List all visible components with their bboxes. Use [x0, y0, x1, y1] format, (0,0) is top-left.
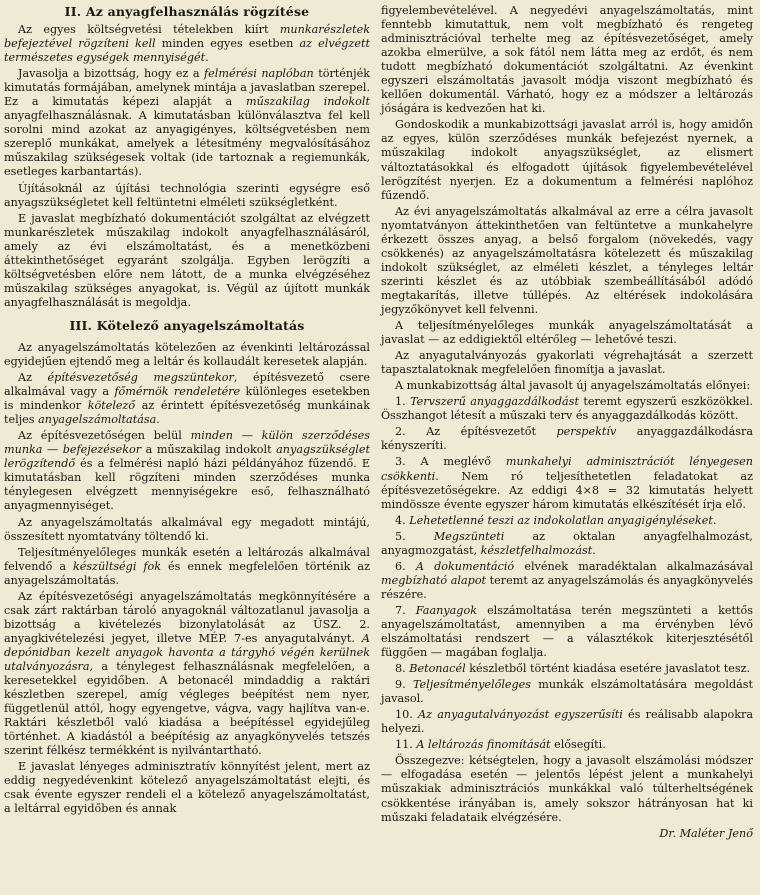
left-column — [4, 4, 370, 895]
paragraph: E javaslat lényeges adminisztratív könnyítést jelent, mert az eddig negyedévenkint kötelező anyagelszámoltatást elejti, és csak évente egyszer rendeli el a kötelező anyagelszámoltatást, a leltárral egyidőben és annak — [4, 760, 370, 816]
paragraph: Gondoskodik a munkabizottsági javaslat arról is, hogy amidőn az egyes, külön szerződéses munkák befejezést nyernek, a műszakilag indokolt anyagszükséglet, az elismert változtatásokkal és elfogadott újítások figyelembevételével lerögzítést nyerjen. Ez a dokumentum a felmérési naplóhoz fűzendő. — [381, 118, 753, 202]
list-item: 11. A leltározás finomítását elősegíti. — [395, 738, 606, 752]
list-item: 1. Tervszerű anyaggazdálkodást teremt egyszerű eszközökkel. Összhangot létesít a műszaki terv és anyaggazdálkodás között. — [381, 395, 754, 423]
list-item: 4. Lehetetlenné teszi az indokolatlan anyagigényléseket. — [395, 513, 717, 527]
paragraph: Az anyagelszámoltatás kötelezően az évenkinti leltározással egyidejűen ejtendő meg a leltár és kollaudált keresetek alapján. — [4, 340, 370, 368]
paragraph: Javasolja a bizottság, hogy ez a felmérési naplóban történjék kimutatás formájában, amelynek mintája a javaslatban szerepel. Ez a kimutatás képezi alapját a műszakilag indokolt anyagfelhasználásnak. A kimutatásban különválasztva fel kell sorolni mind azokat az anyagigényes, költségvetésben nem szereplő munkákat, amelyek a létesítmény megvalósításához műszakilag szükségesek voltak (ide tartoznak a regiemunkák, esetleges karbantartás). — [4, 67, 370, 179]
right-column — [381, 4, 753, 895]
list-item: 2. Az építésvezetőt perspektív anyaggazdálkodásra kényszeríti. — [381, 425, 753, 453]
paragraph: A munkabizottság által javasolt új anyagelszámoltatás előnyei: — [395, 379, 751, 393]
paragraph: A teljesítményelőleges munkák anyagelszámoltatását a javaslat — az eddigiektől eltérőleg — lehetővé teszi. — [381, 319, 753, 347]
section-3-title: III. Kötelező anyagelszámoltatás — [69, 317, 305, 333]
paragraph: Az építésvezetőség megszüntekor, építésvezető csere alkalmával vagy a főmérnök rendeletére különleges esetekben is mindenkor kötelező az érintett építésvezetőség munkáinak teljes anyagelszámoltatása. — [4, 371, 371, 427]
paragraph: Összegezve: kétségtelen, hogy a javasolt elszámolási módszer — elfogadása esetén — jelentős lépést jelent a munkahelyi műszakiak adminisztrációs munkákkal való túlterheltségének csökkentése irányában is, amely sokszor hátrányosan hat ki műszaki feladataik elvégzésére. — [381, 754, 753, 824]
author-signature: Dr. Maléter Jenő — [659, 826, 753, 840]
paragraph: Az építésvezetőségi anyagelszámoltatás megkönnyítésére a csak zárt raktárban tároló anyagoknál változatlanul javasolja a bizottság a kivételezés bizonylatolását az ÜSZ. 2. anyagkivételezési jegyet, illetve MÉP. 7-es anyagutalványt. A depónidban kezelt anyagok havonta a tárgyhó végén kerülnek utalványozásra, a ténylegest felhasználásnak megfelelően, a keresetekkel egyidőben. A betonacél mindaddig a raktári készletben szerepel, amíg végleges beépítést nem nyer, függetlenül attól, hogy egyengetve, vágva, vagy hajlítva van-e. Raktári készletből való kiadása a beépítéssel egyidejűleg történhet. A kiadástól a beépítésig az anyagkönyvelés tetszés szerint félkész termékként is nyilvántartható. — [4, 589, 370, 758]
paragraph: Az egyes költségvetési tételekben kiírt munkarészletek befejeztével rögzíteni kell minden egyes esetben az elvégzett természetes egységek mennyiségét. — [4, 23, 370, 65]
list-item: 5. Megszünteti az oktalan anyagfelhalmozást, anyagmozgatást, készletfelhalmozást. — [381, 529, 753, 557]
paragraph: Teljesítményelőleges munkák esetén a leltározás alkalmával felvendő a készültségi fok és ennek megfelelően történik az anyagelszámoltatás. — [4, 545, 370, 587]
list-item: 7. Faanyagok elszámoltatása terén megszünteti a kettős anyagelszámoltatást, amennyiben a ma érvényben lévő elszámoltatási rendszert — a választékok kiterjesztésétől függően — magában foglalja. — [381, 603, 754, 660]
paragraph: Az anyagelszámoltatás alkalmával egy megadott mintájú, összesített nyomtatvány töltendő ki. — [4, 515, 370, 543]
paragraph: E javaslat megbízható dokumentációt szolgáltat az elvégzett munkarészletek műszakilag indokolt anyagfelhasználásáról, amely az évi elszámoltatást, és a menetközbeni áttekinthetőséget egyaránt szolgálja. Egyben lerögzíti a költségvetésben előre nem látott, de a munka elvégzéséhez műszakilag szükséges anyagokat, is. Végül az újított munkák anyagfelhasználását is megoldja. — [4, 211, 370, 309]
paragraph: figyelembevételével. A negyedévi anyagelszámoltatás, mint fenntebb kimutattuk, nem volt megbízható és rengeteg adminisztrációval terhelte meg az építésvezetőséget, amely azokba elmerülve, a sok fától nem látta meg az erdőt, és nem tudott megbízható dokumentációt szolgáltatni. Az évenkint egyszeri elszámoltatás javasolt módja viszont megbízható és kellően dokumentál. Várható, hogy ez a módszer a leltározás jóságára is kedvezően hat ki. — [381, 4, 753, 116]
section-2-title: II. Az anyagfelhasználás rögzítése — [64, 4, 310, 19]
list-item: 6. A dokumentáció elvének maradéktalan alkalmazásával megbízható alapot teremt az anyagelszámolás és anyagkönyvelés részére. — [381, 559, 753, 601]
paragraph: Az anyagutalványozás gyakorlati végrehajtását a szerzett tapasztalatoknak megfelelően finomítja a javaslat. — [381, 349, 753, 377]
list-item: 10. Az anyagutalványozást egyszerűsíti és reálisabb alapokra helyezi. — [381, 708, 754, 736]
paragraph: Az építésvezetőségen belül minden — külön szerződéses munka — befejezésekor a műszakilag indokolt anyagszükséglet lerögzítendő és a felmérési napló házi példányához fűzendő. E kimutatásban kell rögzíteni minden szerződéses munka ténylegesen elvégzett mennyiségekre eső, felhasználható anyagmennyiséget. — [4, 429, 370, 513]
list-item: 9. Teljesítményelőleges munkák elszámoltatására megoldást javasol. — [381, 678, 754, 706]
list-item: 8. Betonacél készletből történt kiadása esetére javaslatot tesz. — [395, 662, 751, 676]
list-item: 3. A meglévő munkahelyi adminisztrációt lényegesen csökkenti. Nem ró teljesíthetetlen feladatokat az építésvezetőségekre. Az eddigi 4×8 = 32 kimutatás helyett mindössze évente egyszer három kimutatás elkészítését írja elő. — [381, 455, 753, 511]
paragraph: Újításoknál az újítási technológia szerinti egységre eső anyagszükségletet kell feltüntetni elméleti szükségletként. — [4, 181, 370, 209]
paragraph: Az évi anyagelszámoltatás alkalmával az erre a célra javasolt nyomtatványon áttekinthetően van feltüntetve a munkahelyre érkezett összes anyag, a belső forgalom (növekedés, vagy csökkenés) az anyagelszámoltatásra kötelezett és műszakilag indokolt szükséglet, az elméleti készlet, a tényleges leltár szerinti készlet és az utóbbiak szembeállításából adódó megtakarítás, illetve túllépés. Az eltérések indokolására jegyzőkönyvet kell felvenni. — [381, 204, 753, 316]
